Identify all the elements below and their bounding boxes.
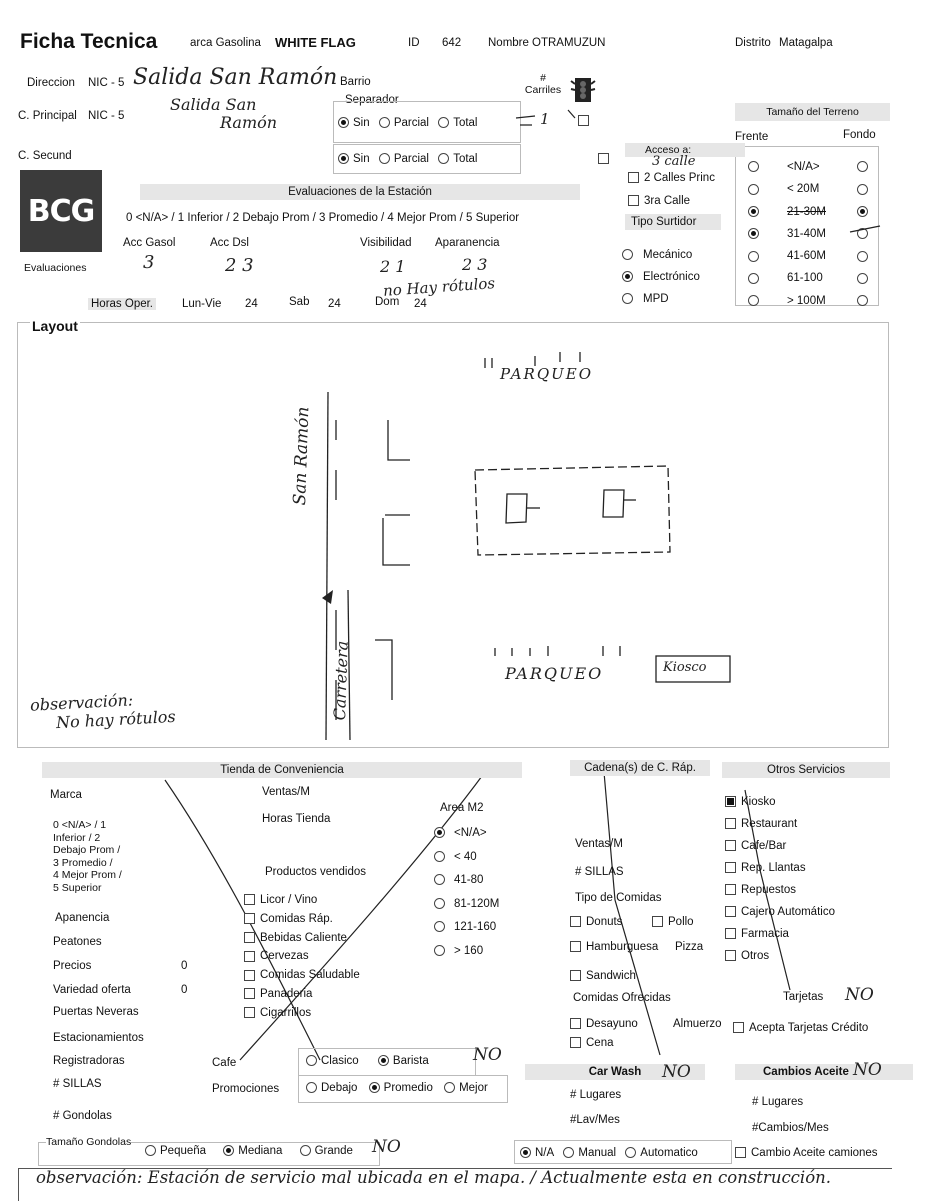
acc-gasol-hw: 3 [143,252,155,273]
tienda-apariencia: Apanencia [55,912,110,924]
producto-label: Comidas Ráp. [260,912,333,925]
cadena-ventas: Ventas/M [575,838,623,850]
tienda-horas: Horas Tienda [262,813,331,825]
sab-value: 24 [328,298,341,310]
layout-obs-2: No hay rótulos [55,706,177,733]
visibilidad-hw: 2 1 [380,257,406,276]
otros-title: Otros Servicios [722,762,890,778]
terreno-option-label: > 100M [787,294,826,307]
tipo-donuts[interactable] [570,916,622,928]
area-option[interactable] [434,869,499,893]
cafe-clasico-radio[interactable] [306,1055,317,1066]
area-option-label: <N/A> [454,827,487,839]
nombre-label: Nombre [488,37,529,49]
tipo-pizza: Pizza [675,941,704,953]
producto-item[interactable] [244,910,360,929]
tienda-scale [53,819,122,894]
otros-item-label: Cafe/Bar [741,840,787,852]
acc-dsl-label: Acc Dsl [210,237,249,249]
tarjetas-hw: NO [845,985,874,1005]
area-option-label: 81-120M [454,897,500,910]
area-option[interactable] [434,822,499,846]
layout-title: Layout [32,318,78,334]
sep2-sin-label: Sin [353,153,370,165]
aceite-cambios: #Cambios/Mes [752,1122,829,1134]
area-option[interactable] [434,916,499,940]
separador-label: Separador [345,94,399,106]
terreno-option-label: <N/A> [787,161,820,173]
horas-label: Horas Oper. [88,298,156,310]
evaluaciones-scale: 0 <N/A> / 1 Inferior / 2 Debajo Prom / 3 Promedio / 4 Mejor Prom / 5 Superior [126,212,520,224]
otros-item-label: Repuestos [741,884,796,896]
otros-item-label: Farmacia [741,928,789,940]
otros-list [725,791,835,967]
carwash-lavmes: #Lav/Mes [570,1114,620,1126]
gondolas-hw: NO [372,1137,401,1157]
producto-item[interactable] [244,947,360,966]
gondola-pequena-radio[interactable] [145,1145,156,1156]
dom-label: Dom [375,296,400,308]
tipo-pollo-label: Pollo [668,916,694,928]
acc-dsl-hw: 2 3 [225,255,254,276]
gondolas-label: Tamaño Gondolas [46,1136,132,1148]
sep-parcial-label: Parcial [393,117,429,129]
tienda-precios-value: 0 [181,960,188,972]
carwash-manual-label: Manual [578,1147,617,1159]
principal-hw-2: Ramón [220,113,278,132]
promo-mejor-radio[interactable] [444,1082,455,1093]
acceso-hw: 3 calle [652,154,696,169]
acc-gasol-label: Acc Gasol [123,237,176,249]
carriles-hw: 1 [540,110,550,128]
area-option-label: < 40 [454,850,477,863]
distrito-value: Matagalpa [779,37,833,49]
area-label: Area M2 [440,802,484,814]
ofrecida-cena[interactable] [570,1037,614,1049]
sep-total-label: Total [453,117,478,129]
carwash-auto-label: Automatico [640,1147,698,1159]
surtidor-electronico-label: Electrónico [643,271,700,283]
area-option-label: 41-80 [454,874,484,886]
layout-obs-1: observación: [29,690,134,715]
tipo-donuts-label: Donuts [586,916,623,928]
terreno-option-label: 21-30M [787,205,826,218]
gondola-mediana-radio[interactable] [223,1145,234,1156]
otros-item-label: Otros [741,950,770,962]
carwash-options [520,1147,698,1159]
tipo-sandwich-label: Sandwich [586,970,636,982]
producto-label: Licor / Vino [260,894,318,906]
otros-item-label: Cajero Automático [741,906,835,918]
surtidor-title: Tipo Surtidor [625,214,721,230]
bcg-logo: BCG [20,170,102,252]
promo-promedio-label: Promedio [383,1082,433,1094]
producto-item[interactable] [244,929,360,948]
producto-item[interactable] [244,985,360,1004]
area-option-label: > 160 [454,944,484,957]
productos-list [244,891,360,1023]
otros-item[interactable] [725,945,835,967]
evaluaciones-side-label: Evaluaciones [24,262,87,274]
brand-value: WHITE FLAG [275,35,356,50]
direccion-code: NIC - 5 [88,77,125,89]
tienda-precios: Precios [53,960,92,972]
producto-label: Bebidas Caliente [260,931,347,944]
area-option[interactable] [434,893,499,917]
tipo-sandwich[interactable] [570,970,636,982]
promo-label: Promociones [212,1083,280,1095]
aceite-title: Cambios Aceite [735,1064,913,1080]
ofrecida-almuerzo: Almuerzo [673,1018,722,1030]
tienda-variedad: Variedad oferta [53,984,131,996]
ofrecida-desayuno-label: Desayuno [586,1018,638,1030]
direccion-label: Direccion [27,77,75,89]
principal-label: C. Principal [18,110,77,122]
cadena-ofrecidas: Comidas Ofrecidas [573,992,671,1004]
road-san-ramon: San Ramón [290,406,314,506]
gondola-mediana-label: Mediana [238,1145,283,1157]
tienda-scale-line: Inferior / 2 [53,831,101,844]
sep2-total-label: Total [453,153,478,165]
aceite-camiones[interactable] [735,1147,878,1159]
carwash-hw: NO [662,1062,691,1082]
tienda-scale-line: 0 <N/A> / 1 [53,819,107,831]
tipo-pollo[interactable] [652,916,694,928]
terreno-option-label: 61-100 [787,272,823,285]
terreno-option-label: < 20M [787,183,820,196]
sep-sin-label: Sin [353,117,370,129]
fondo-label: Fondo [843,129,876,141]
producto-item[interactable] [244,1004,360,1023]
tipo-hamburguesa[interactable] [570,941,658,953]
apariencia-hw: 2 3 [462,255,488,274]
cadena-title: Cadena(s) de C. Ráp. [570,760,710,776]
cafe-options [306,1055,429,1067]
carwash-lugares: # Lugares [570,1089,622,1101]
otros-item[interactable] [725,923,835,945]
ofrecida-desayuno[interactable] [570,1018,638,1030]
barrio-label: Barrio [340,76,371,88]
id-label: ID [408,37,420,49]
acceso-title: Acceso a: [625,143,745,157]
producto-label: Comidas Saludable [260,969,360,982]
area-option-label: 121-160 [454,921,497,933]
distrito-label: Distrito [735,37,771,49]
promo-options [306,1082,488,1094]
gondolas-options [145,1145,353,1157]
carwash-auto-radio[interactable] [625,1147,636,1158]
id-value: 642 [442,37,462,49]
direccion-handwritten: Salida San Ramón [133,65,338,90]
cafe-barista-radio[interactable] [378,1055,389,1066]
cadena-sillas: # SILLAS [575,866,624,878]
producto-item[interactable] [244,966,360,985]
sab-label: Sab [289,296,310,308]
otros-item[interactable] [725,879,835,901]
tienda-scale-line: 4 Mejor Prom / [53,869,122,881]
tienda-gondolas: # Gondolas [53,1110,112,1122]
tienda-ventas: Ventas/M [262,786,310,798]
otros-item[interactable] [725,813,835,835]
promo-debajo-label: Debajo [321,1082,358,1094]
producto-label: Cervezas [260,950,309,963]
tienda-registradoras: Registradoras [53,1055,125,1067]
tarjetas-credito[interactable] [733,1022,868,1034]
otros-item[interactable] [725,835,835,857]
producto-label: Cigarrillos [260,1006,312,1019]
gondola-pequena-label: Pequeña [160,1145,207,1157]
apariencia-label: Aparanencia [435,237,500,249]
brand-label: arca Gasolina [190,37,261,49]
tienda-puertas: Puertas Neveras [53,1006,139,1018]
carwash-title: Car Wash [525,1064,705,1080]
frente-label: Frente [735,131,769,143]
productos-label: Productos vendidos [265,866,367,878]
evaluaciones-title: Evaluaciones de la Estación [140,184,580,200]
lunvie-value: 24 [245,298,258,310]
road-carretera: Carretera [330,640,352,721]
secund-label: C. Secund [18,150,72,162]
sep2-parcial-label: Parcial [393,153,429,165]
cafe-hw: NO [473,1045,502,1065]
carriles-label: # Carriles [524,72,562,96]
terreno-option-label: 31-40M [787,227,826,240]
otros-item[interactable] [725,857,835,879]
dom-value: 24 [414,298,427,310]
cafe-label: Cafe [212,1057,237,1069]
promo-promedio-radio[interactable] [369,1082,380,1093]
carwash-manual-radio[interactable] [563,1147,574,1158]
evaluaciones-note-hw: no Hay rótulos [382,274,496,300]
tienda-title: Tienda de Conveniencia [42,762,522,778]
kiosco-label: Kiosco [663,660,707,675]
gondola-grande-radio[interactable] [300,1145,311,1156]
carwash-na-radio[interactable] [520,1147,531,1158]
footer-observation: observación: Estación de servicio mal ubicada en el mapa. / Actualmente esta en construcción. [36,1168,832,1187]
terreno-option-label: 41-60M [787,250,826,263]
lunvie-label: Lun-Vie [182,298,222,310]
surtidor-mpd-label: MPD [643,293,669,305]
tienda-scale-line: Debajo Prom / [53,844,121,856]
cadena-tipo: Tipo de Comidas [575,892,662,904]
parqueo-top: PARQUEO [500,365,594,383]
aceite-lugares: # Lugares [752,1096,804,1108]
aceite-hw: NO [853,1060,882,1080]
ofrecida-cena-label: Cena [586,1037,614,1049]
nombre-value: OTRAMUZUN [532,37,606,49]
parqueo-bottom: PARQUEO [505,664,604,683]
area-option[interactable] [434,846,499,870]
otros-item[interactable] [725,791,835,813]
tienda-variedad-value: 0 [181,984,188,996]
area-option[interactable] [434,940,499,964]
terreno-title: Tamaño del Terreno [735,103,890,121]
cafe-barista-label: Barista [392,1055,429,1067]
tarjetas-credito-label: Acepta Tarjetas Crédito [749,1022,869,1034]
tienda-sillas: # SILLAS [53,1078,102,1090]
tienda-scale-line: 5 Superior [53,881,102,894]
gondola-grande-label: Grande [314,1145,353,1157]
principal-code: NIC - 5 [88,110,125,122]
tienda-peatones: Peatones [53,936,102,948]
tipo-hamburguesa-label: Hamburguesa [586,941,659,953]
tienda-marca: Marca [50,789,82,801]
principal-hw-1: Salida San [170,95,257,114]
otros-item-label: Rep. Llantas [741,862,806,874]
cafe-clasico-label: Clasico [321,1055,359,1067]
acceso-3racalle-label: 3ra Calle [644,195,691,207]
acceso-2calles-label: 2 Calles Princ [644,172,715,184]
promo-mejor-label: Mejor [459,1082,488,1094]
carwash-na-label: N/A [535,1147,555,1159]
otros-item-label: Restaurant [741,818,798,830]
surtidor-mecanico-label: Mecánico [643,249,693,261]
producto-label: Panaderia [260,987,313,1000]
otros-item[interactable] [725,901,835,923]
tarjetas-title: Tarjetas [783,991,824,1003]
page-title: Ficha Tecnica [20,30,158,53]
promo-debajo-radio[interactable] [306,1082,317,1093]
area-options [434,822,499,963]
tienda-estacionamientos: Estacionamientos [53,1032,144,1044]
aceite-camiones-label: Cambio Aceite camiones [751,1147,878,1159]
tienda-scale-line: 3 Promedio / [53,856,113,869]
producto-item[interactable] [244,891,360,910]
visibilidad-label: Visibilidad [360,237,412,249]
otros-item-label: Kiosko [741,796,776,808]
